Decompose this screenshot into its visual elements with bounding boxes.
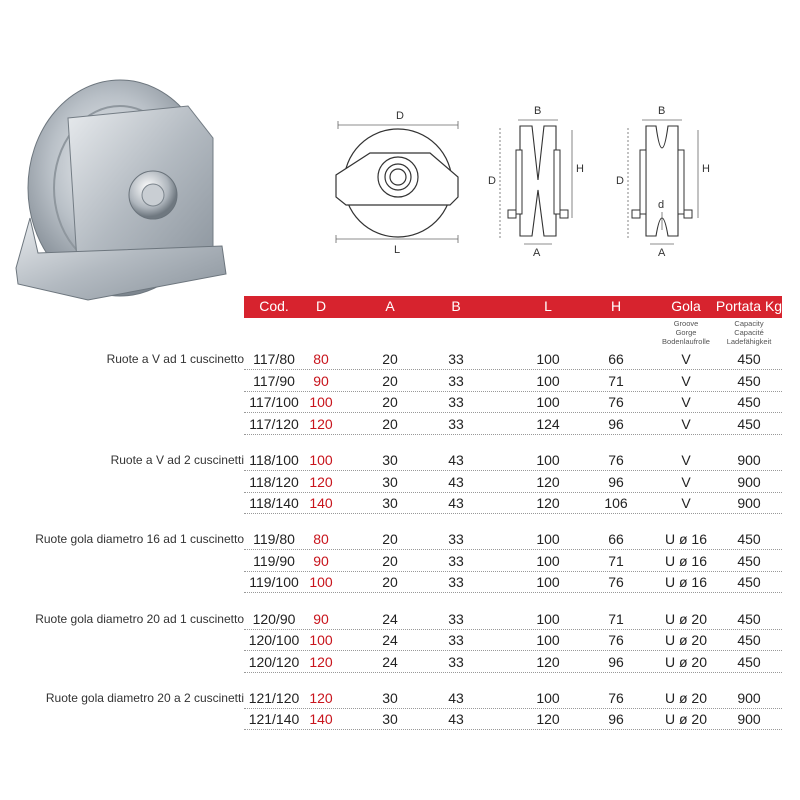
header-a: A	[385, 298, 395, 314]
cell-groove: V	[681, 372, 691, 389]
cell-b: 43	[448, 711, 464, 728]
cell-b: 43	[448, 689, 464, 706]
table-row	[0, 493, 800, 514]
cell-h: 76	[608, 394, 624, 411]
table-subheader	[244, 318, 782, 348]
cell-capacity: 450	[737, 653, 761, 670]
cell-a: 30	[382, 711, 398, 728]
header-capacity: Portata Kg	[715, 298, 783, 314]
cell-capacity: 450	[737, 574, 761, 591]
cell-l: 120	[536, 473, 560, 490]
cell-l: 100	[536, 531, 560, 548]
row-divider	[244, 513, 782, 514]
cell-code: 120/120	[248, 653, 300, 670]
cell-d: 90	[313, 610, 329, 627]
dim-d-label: D	[616, 175, 624, 187]
cell-h: 96	[608, 711, 624, 728]
cell-capacity: 900	[737, 451, 761, 468]
cell-l: 100	[536, 632, 560, 649]
cell-capacity: 450	[737, 552, 761, 569]
group-label: Ruote gola diametro 20 a 2 cuscinetti	[45, 690, 244, 705]
header-d: D	[315, 298, 327, 314]
cell-code: 117/80	[253, 351, 295, 367]
cell-a: 30	[382, 495, 398, 512]
cell-a: 24	[382, 632, 398, 649]
cell-a: 20	[382, 574, 398, 591]
product-photo	[8, 78, 234, 310]
header-code: Cod.	[259, 298, 289, 314]
cell-code: 119/100	[249, 574, 299, 591]
cell-l: 100	[536, 351, 560, 367]
header-h: H	[610, 298, 622, 314]
cell-code: 118/100	[249, 451, 299, 468]
cell-code: 117/100	[249, 394, 299, 411]
cell-groove: U ø 16	[664, 531, 707, 548]
cell-code: 119/90	[253, 552, 295, 569]
table-row	[0, 709, 800, 730]
cell-groove: U ø 16	[664, 552, 707, 569]
cell-capacity: 450	[737, 372, 761, 389]
cell-h: 96	[608, 473, 624, 490]
front-view-diagram	[330, 105, 470, 255]
cell-capacity: 900	[737, 473, 761, 490]
cell-b: 33	[448, 574, 464, 591]
table-row	[0, 529, 800, 550]
cell-groove: U ø 20	[664, 711, 707, 728]
dim-d-label: D	[396, 110, 404, 122]
cell-groove: V	[681, 351, 691, 367]
table-header	[244, 296, 782, 318]
cell-d: 120	[309, 473, 333, 490]
cell-a: 20	[382, 394, 398, 411]
cell-b: 33	[448, 372, 464, 389]
cell-l: 100	[536, 394, 560, 411]
cell-code: 120/100	[248, 632, 300, 649]
cell-groove: V	[681, 451, 691, 468]
cell-h: 106	[604, 495, 628, 512]
cell-capacity: 450	[737, 610, 761, 627]
cell-a: 20	[382, 531, 398, 548]
cell-l: 100	[536, 451, 560, 468]
cell-h: 66	[608, 531, 624, 548]
subheader-groove: Groove Gorge Bodenlaufrolle	[662, 319, 710, 346]
cell-d: 140	[309, 711, 333, 728]
cell-capacity: 450	[737, 415, 761, 432]
table-row	[0, 414, 800, 435]
table-row	[0, 572, 800, 593]
row-divider	[244, 672, 782, 673]
cell-b: 33	[448, 394, 464, 411]
cell-h: 76	[608, 632, 624, 649]
cell-b: 43	[448, 495, 464, 512]
table-row	[0, 371, 800, 392]
group-label: Ruote gola diametro 20 ad 1 cuscinetto	[35, 611, 244, 626]
cell-b: 33	[448, 653, 464, 670]
cell-capacity: 900	[737, 711, 761, 728]
dim-small-d-label: d	[658, 199, 665, 211]
cell-l: 100	[536, 372, 560, 389]
dim-b-label: B	[534, 105, 542, 117]
cell-h: 66	[608, 351, 624, 367]
row-divider	[244, 434, 782, 435]
cell-d: 120	[309, 415, 333, 432]
cell-d: 120	[309, 653, 333, 670]
cell-code: 120/90	[252, 610, 296, 627]
table-row	[0, 349, 800, 370]
dim-h-label: H	[702, 163, 710, 175]
cell-d: 80	[313, 351, 329, 367]
cell-code: 119/80	[253, 531, 295, 548]
cell-code: 118/140	[249, 495, 299, 512]
cell-capacity: 450	[737, 351, 761, 367]
cell-groove: V	[681, 473, 691, 490]
cell-l: 120	[536, 711, 560, 728]
cell-d: 100	[309, 632, 333, 649]
cell-a: 20	[382, 415, 398, 432]
cell-l: 120	[536, 653, 560, 670]
subheader-capacity: Capacity Capacité Ladefähigkeit	[726, 319, 772, 346]
cell-a: 20	[382, 351, 398, 367]
table-row	[0, 392, 800, 413]
cell-code: 121/120	[248, 689, 300, 706]
row-divider	[244, 729, 782, 730]
cell-d: 100	[309, 574, 333, 591]
dim-d-label: D	[488, 175, 496, 187]
cell-code: 118/120	[249, 473, 299, 490]
cell-b: 33	[448, 351, 464, 367]
cell-b: 33	[448, 632, 464, 649]
cell-l: 124	[536, 415, 560, 432]
dim-a-label: A	[658, 247, 666, 259]
side-view-u-diagram	[606, 100, 716, 260]
cell-d: 100	[309, 451, 333, 468]
cell-h: 71	[608, 610, 624, 627]
table-row	[0, 472, 800, 493]
cell-capacity: 900	[737, 495, 761, 512]
cell-b: 43	[448, 451, 464, 468]
cell-h: 96	[608, 415, 624, 432]
cell-d: 80	[313, 531, 329, 548]
cell-b: 33	[448, 552, 464, 569]
cell-a: 30	[382, 473, 398, 490]
cell-a: 30	[382, 451, 398, 468]
cell-h: 96	[608, 653, 624, 670]
cell-groove: U ø 20	[664, 632, 707, 649]
header-l: L	[544, 298, 552, 314]
group-label: Ruote a V ad 2 cuscinetti	[110, 452, 244, 467]
cell-groove: V	[681, 415, 691, 432]
group-label: Ruote gola diametro 16 ad 1 cuscinetto	[35, 532, 244, 547]
cell-groove: U ø 20	[664, 689, 707, 706]
dim-l-label: L	[394, 244, 401, 255]
dim-b-label: B	[658, 105, 666, 117]
cell-capacity: 450	[737, 531, 761, 548]
table-row	[0, 652, 800, 673]
cell-groove: V	[681, 394, 691, 411]
cell-d: 90	[313, 372, 329, 389]
cell-groove: U ø 20	[664, 653, 707, 670]
header-groove: Gola	[671, 298, 701, 314]
cell-code: 117/90	[253, 372, 295, 389]
cell-code: 117/120	[249, 415, 299, 432]
cell-d: 90	[313, 552, 329, 569]
cell-b: 33	[448, 610, 464, 627]
cell-code: 121/140	[248, 711, 300, 728]
cell-b: 33	[448, 531, 464, 548]
group-label: Ruote a V ad 1 cuscinetto	[106, 352, 244, 366]
cell-h: 76	[608, 689, 624, 706]
table-row	[0, 609, 800, 630]
cell-b: 43	[448, 473, 464, 490]
cell-h: 76	[608, 574, 624, 591]
table-row	[0, 551, 800, 572]
cell-a: 20	[382, 372, 398, 389]
header-b: B	[451, 298, 461, 314]
row-divider	[244, 592, 782, 593]
cell-b: 33	[448, 415, 464, 432]
side-view-v-diagram	[482, 100, 592, 260]
table-row	[0, 630, 800, 651]
cell-h: 76	[608, 451, 624, 468]
cell-groove: U ø 16	[664, 574, 707, 591]
cell-a: 30	[382, 689, 398, 706]
cell-a: 24	[382, 653, 398, 670]
cell-h: 71	[608, 372, 624, 389]
cell-a: 24	[382, 610, 398, 627]
cell-l: 100	[536, 610, 560, 627]
cell-d: 120	[309, 689, 333, 706]
cell-groove: U ø 20	[664, 610, 707, 627]
cell-d: 140	[309, 495, 333, 512]
table-row	[0, 688, 800, 709]
cell-capacity: 900	[737, 689, 761, 706]
cell-l: 100	[536, 552, 560, 569]
cell-groove: V	[681, 495, 691, 512]
cell-l: 120	[536, 495, 560, 512]
cell-a: 20	[382, 552, 398, 569]
cell-capacity: 450	[737, 394, 761, 411]
dim-a-label: A	[533, 247, 541, 259]
cell-capacity: 450	[737, 632, 761, 649]
cell-l: 100	[536, 689, 560, 706]
table-row	[0, 450, 800, 471]
cell-l: 100	[536, 574, 560, 591]
cell-d: 100	[309, 394, 333, 411]
cell-h: 71	[608, 552, 624, 569]
dim-h-label: H	[576, 163, 584, 175]
